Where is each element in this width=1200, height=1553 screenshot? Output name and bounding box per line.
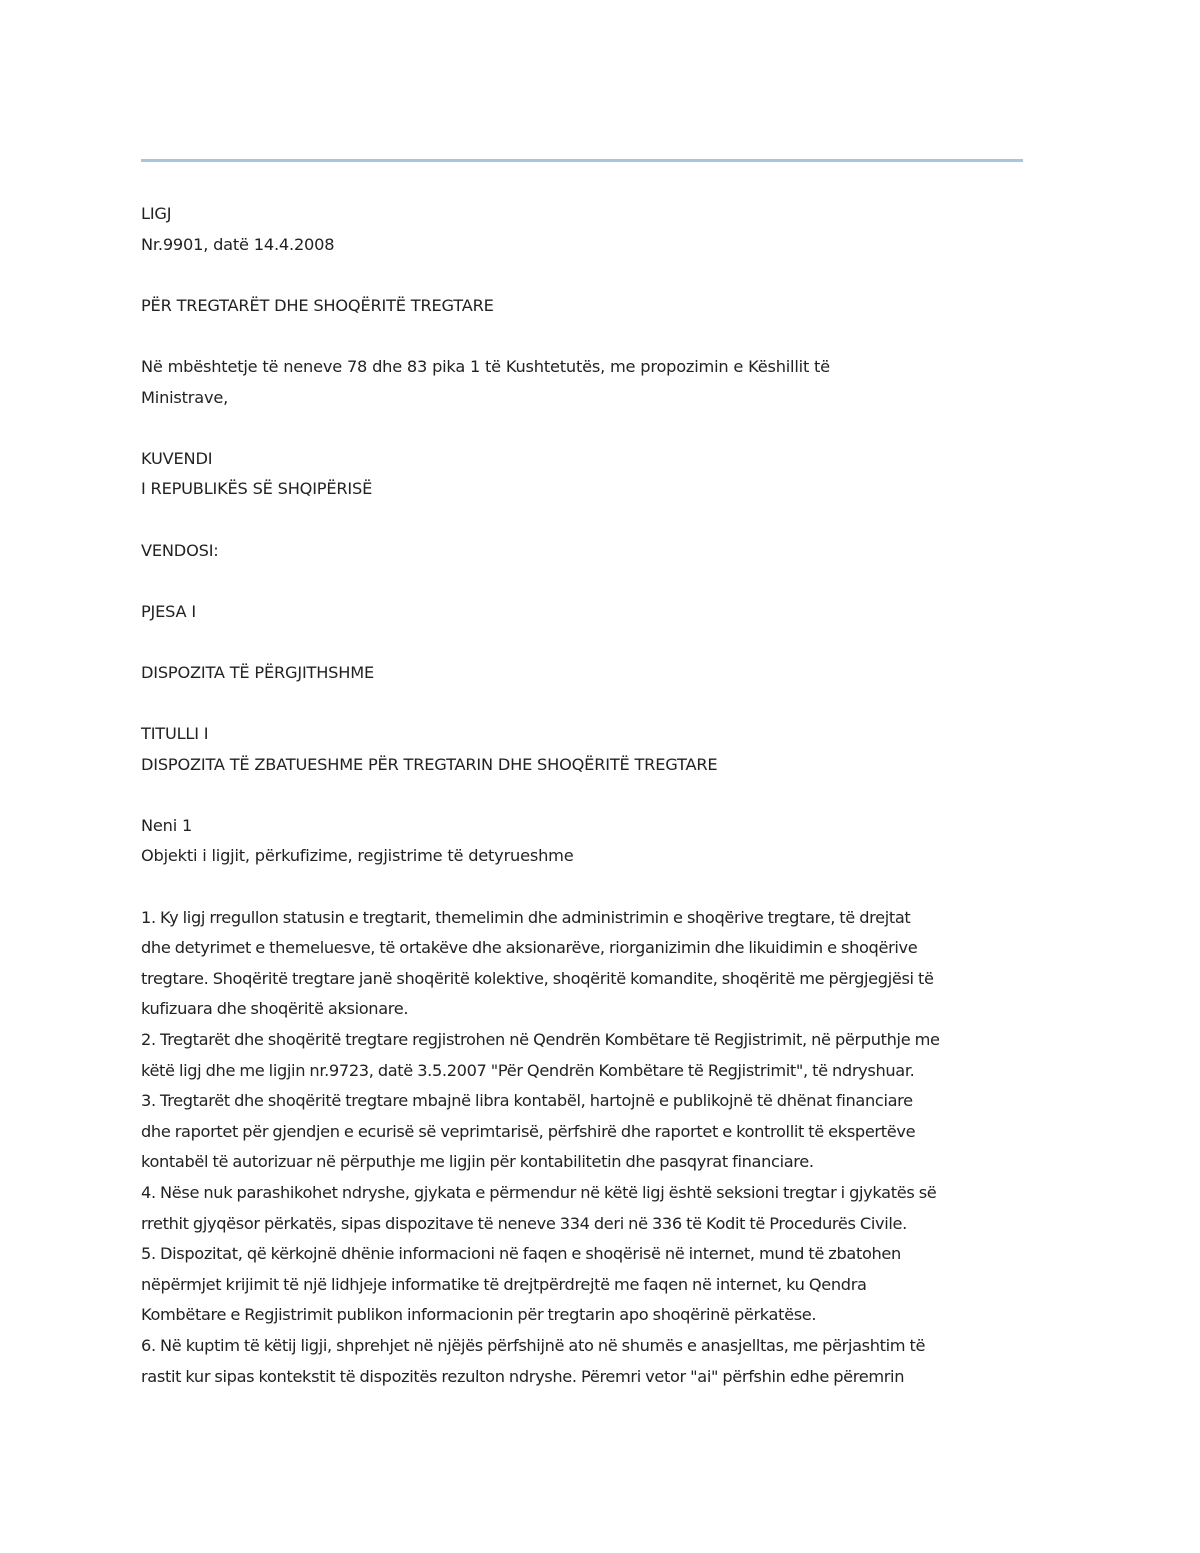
article-text-line: nëpërmjet krijimit të një lidhjeje informatike të drejtpërdrejtë me faqen në internet, ku Qendra — [141, 1274, 867, 1294]
article-text-line: Kombëtare e Regjistrimit publikon informacionin për tregtarin apo shoqërinë përkatëse. — [141, 1305, 817, 1325]
law-title: PËR TREGTARËT DHE SHOQËRITË TREGTARE — [141, 295, 494, 315]
article-text-line: dhe raportet për gjendjen e ecurisë së veprimtarisë, përfshirë dhe raportet e kontrollit të ekspertëve — [141, 1121, 916, 1141]
law-number-date: Nr.9901, datë 14.4.2008 — [141, 234, 335, 254]
article-text-line: 3. Tregtarët dhe shoqëritë tregtare mbajnë libra kontabël, hartojnë e publikojnë të dhënat financiare — [141, 1091, 913, 1111]
article-text-line: dhe detyrimet e themeluesve, të ortakëve dhe aksionarëve, riorganizimin dhe likuidimin e shoqërive — [141, 938, 918, 958]
decision-heading: VENDOSI: — [141, 540, 219, 560]
article-text-line: kufizuara dhe shoqëritë aksionare. — [141, 999, 409, 1019]
part-label: PJESA I — [141, 601, 196, 621]
article-text-line: 6. Në kuptim të këtij ligji, shprehjet në njëjës përfshijnë ato në shumës e anasjelltas, me përjashtim të — [141, 1335, 926, 1355]
assembly-name: I REPUBLIKËS SË SHQIPËRISË — [141, 479, 373, 499]
article-text-line: këtë ligj dhe me ligjin nr.9723, datë 3.5.2007 "Për Qendrën Kombëtare të Regjistrimit", të ndryshuar. — [141, 1060, 915, 1080]
header-divider — [141, 159, 1023, 162]
title-name: DISPOZITA TË ZBATUESHME PËR TREGTARIN DHE SHOQËRITË TREGTARE — [141, 754, 718, 774]
article-text-line: kontabël të autorizuar në përputhje me ligjin për kontabilitetin dhe pasqyrat financiare. — [141, 1152, 814, 1172]
article-text-line: rastit kur sipas kontekstit të dispozitës rezulton ndryshe. Përemri vetor "ai" përfshin edhe përemrin — [141, 1366, 905, 1386]
assembly-name: KUVENDI — [141, 448, 213, 468]
article-text-line: 2. Tregtarët dhe shoqëritë tregtare regjistrohen në Qendrën Kombëtare të Regjistrimit, në përputhje me — [141, 1030, 940, 1050]
document-body — [141, 199, 1031, 1392]
article-text-line: 4. Nëse nuk parashikohet ndryshe, gjykata e përmendur në këtë ligj është seksioni tregtar i gjykatës së — [141, 1183, 937, 1202]
article-text-line: rrethit gjyqësor përkatës, sipas dispozitave të neneve 334 deri në 336 të Kodit të Procedurës Civile. — [141, 1213, 907, 1233]
preamble-line: Ministrave, — [141, 387, 229, 407]
article-text-line: 5. Dispozitat, që kërkojnë dhënie informacioni në faqen e shoqërisë në internet, mund të zbatohen — [141, 1244, 901, 1264]
article-label: Neni 1 — [141, 815, 193, 835]
article-text-line: 1. Ky ligj rregullon statusin e tregtarit, themelimin dhe administrimin e shoqërive tregtare, të drejtat — [141, 907, 911, 927]
title-label: TITULLI I — [141, 724, 209, 744]
article-text-line: tregtare. Shoqëritë tregtare janë shoqëritë kolektive, shoqëritë komandite, shoqëritë me përgjegjësi të — [141, 968, 934, 988]
doc-type: LIGJ — [141, 204, 172, 223]
article-heading: Objekti i ligjit, përkufizime, regjistrime të detyrueshme — [141, 846, 574, 866]
part-title: DISPOZITA TË PËRGJITHSHME — [141, 662, 375, 682]
preamble-line: Në mbështetje të neneve 78 dhe 83 pika 1 të Kushtetutës, me propozimin e Këshillit të — [141, 356, 830, 376]
